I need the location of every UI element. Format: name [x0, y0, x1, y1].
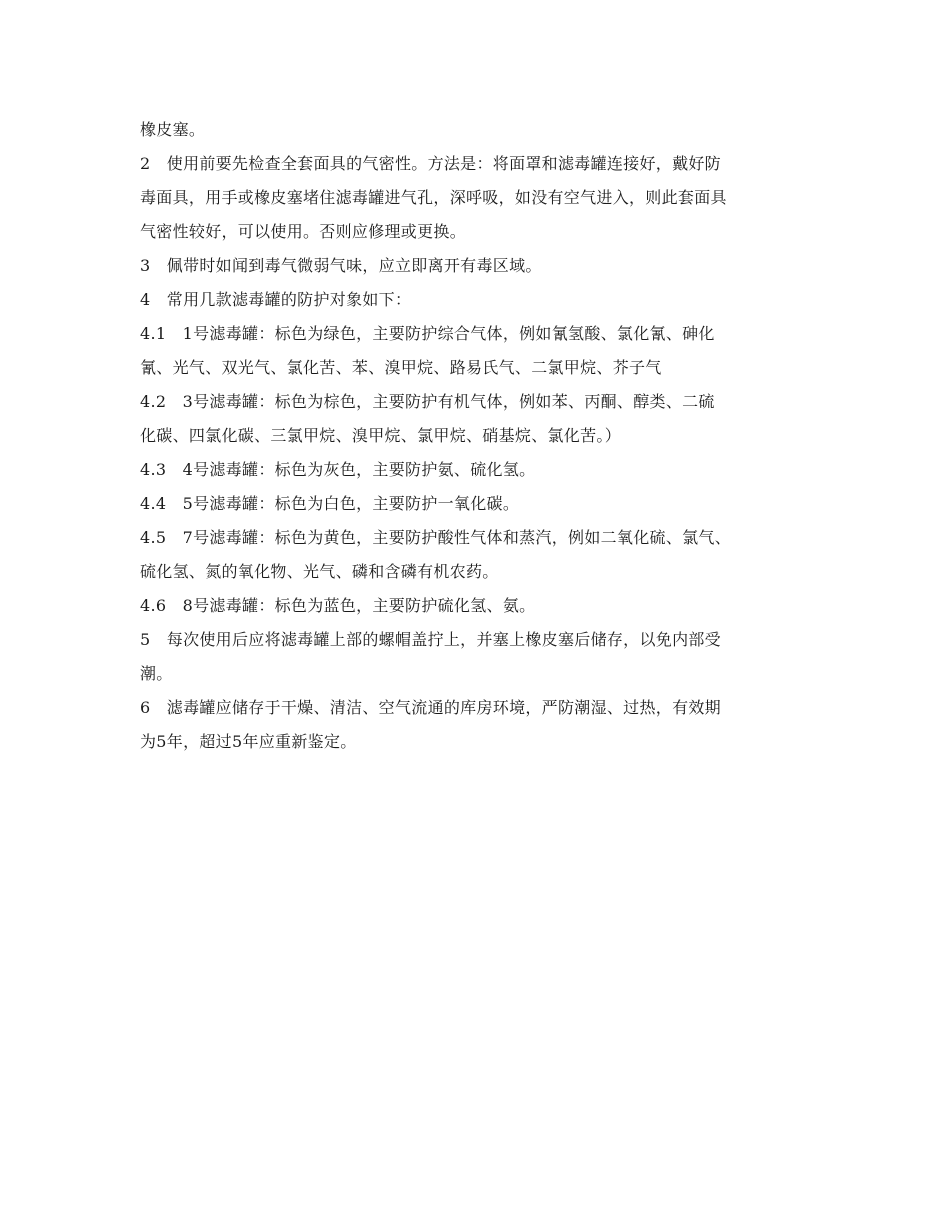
text-line: 毒面具，用手或橡皮塞堵住滤毒罐进气孔，深呼吸，如没有空气进入，则此套面具 [140, 188, 727, 207]
text-line: 6 滤毒罐应储存于干燥、清洁、空气流通的库房环境，严防潮湿、过热，有效期 [140, 698, 721, 717]
document-body [140, 113, 830, 759]
text-line: 氰、光气、双光气、氯化苦、苯、溴甲烷、路易氏气、二氯甲烷、芥子气 [140, 358, 662, 377]
text-line: 4.4 5号滤毒罐：标色为白色，主要防护一氧化碳。 [140, 494, 520, 513]
text-line: 化碳、四氯化碳、三氯甲烷、溴甲烷、氯甲烷、硝基烷、氯化苦。） [140, 426, 622, 445]
text-line: 4.3 4号滤毒罐：标色为灰色，主要防护氨、硫化氢。 [140, 460, 536, 479]
text-line: 4 常用几款滤毒罐的防护对象如下： [140, 290, 412, 309]
text-line: 4.1 1号滤毒罐：标色为绿色，主要防护综合气体，例如氰氢酸、氯化氰、砷化 [140, 324, 715, 343]
text-line: 潮。 [140, 664, 173, 683]
text-line: 3 佩带时如闻到毒气微弱气味，应立即离开有毒区域。 [140, 256, 542, 275]
text-line: 气密性较好，可以使用。否则应修理或更换。 [140, 222, 467, 241]
text-line: 橡皮塞。 [140, 120, 206, 139]
text-line: 4.2 3号滤毒罐：标色为棕色，主要防护有机气体，例如苯、丙酮、醇类、二硫 [140, 392, 715, 411]
text-line: 4.6 8号滤毒罐：标色为蓝色，主要防护硫化氢、氨。 [140, 596, 536, 615]
text-line: 硫化氢、氮的氧化物、光气、磷和含磷有机农药。 [140, 562, 499, 581]
text-line: 4.5 7号滤毒罐：标色为黄色，主要防护酸性气体和蒸汽，例如二氧化硫、氯气、 [140, 528, 732, 547]
text-line: 5 每次使用后应将滤毒罐上部的螺帽盖拧上，并塞上橡皮塞后储存，以免内部受 [140, 630, 721, 649]
text-line: 为5年，超过5年应重新鉴定。 [140, 732, 357, 751]
text-line: 2 使用前要先检查全套面具的气密性。方法是：将面罩和滤毒罐连接好，戴好防 [140, 154, 721, 173]
